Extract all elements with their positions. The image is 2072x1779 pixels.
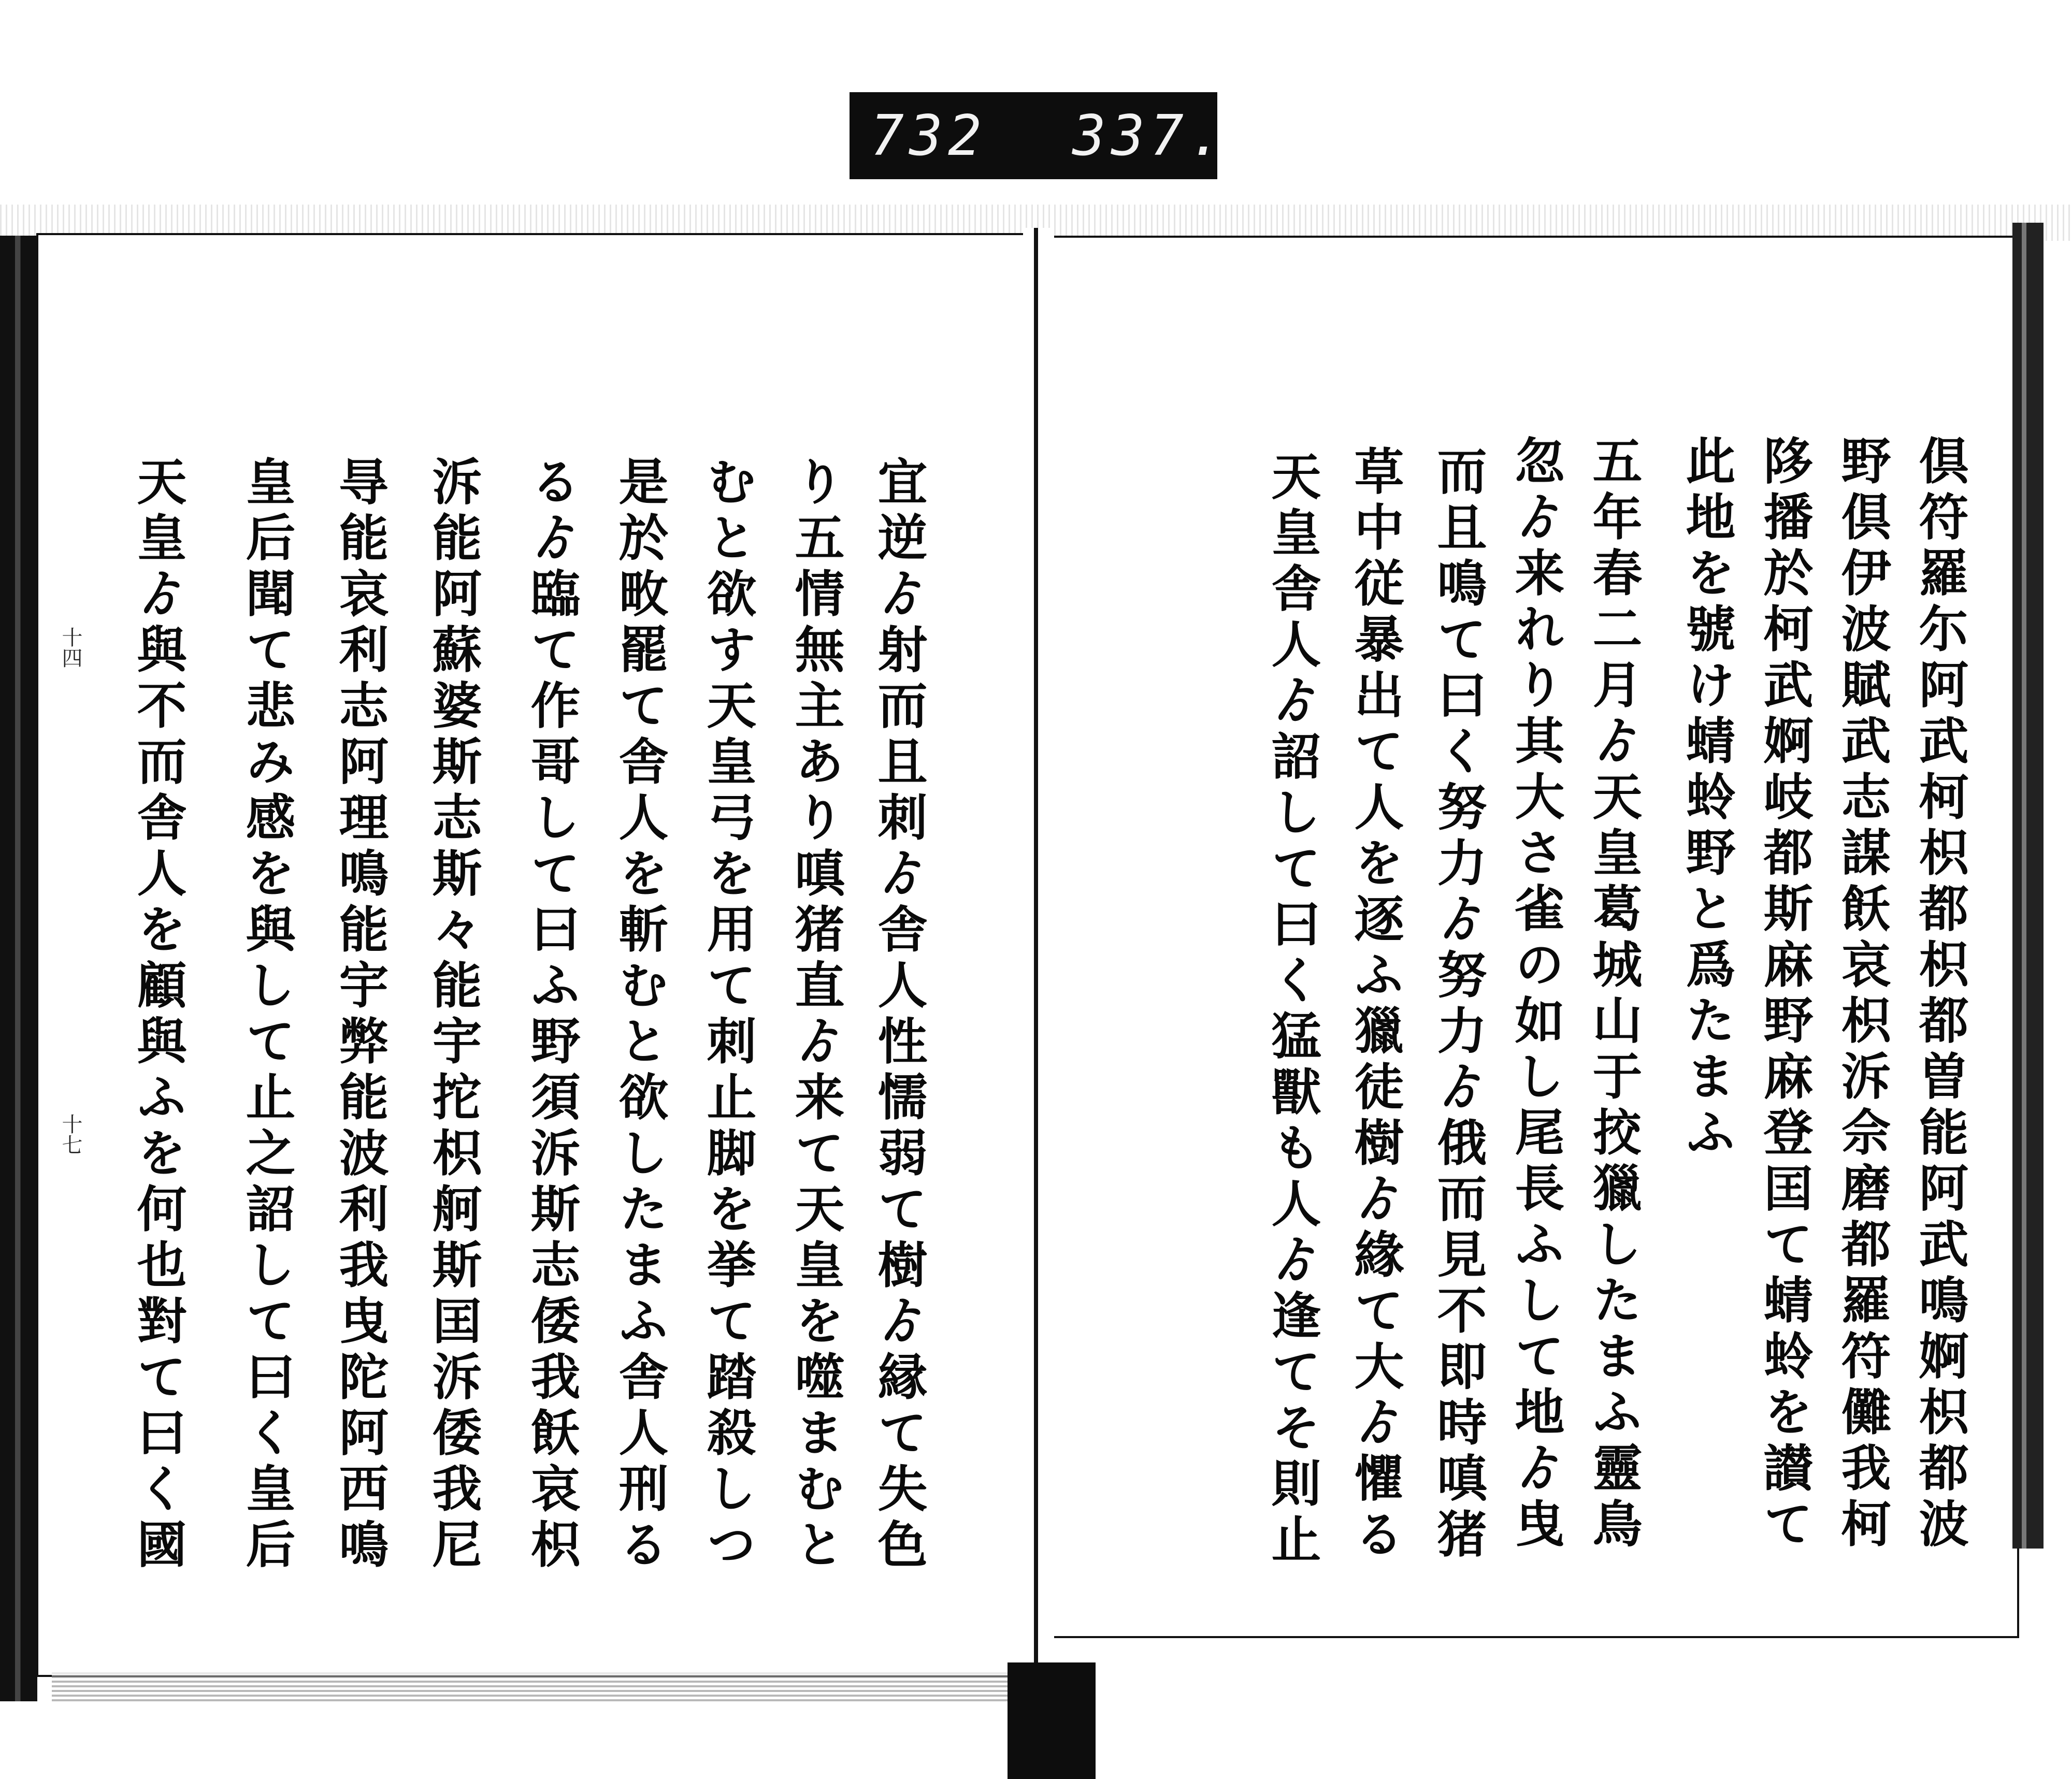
right-page-column-8: 草中従暴出て人を逐ふ獵徒樹ゟ緣て大ゟ懼る (1346, 445, 1405, 1564)
right-page-edge (2012, 223, 2044, 1549)
right-page-column-5: 五年春二月ゟ天皇葛城山于挍獵したまふ靈鳥 (1585, 435, 1643, 1554)
right-page-column-4: 此地を號け蜻蛉野と爲たまふ (1678, 435, 1736, 1162)
book-spine (1023, 228, 1054, 1678)
left-page-column-3: むと欲す天皇弓を用て刺止脚を挙て踏殺しつ (699, 456, 757, 1574)
left-page-column-1: 宜逆ゟ射而且刺ゟ舎人性懦弱て樹ゟ縁て失色 (870, 456, 928, 1574)
left-page-edge (0, 236, 37, 1701)
catalog-number-left: 732 (870, 104, 987, 168)
left-page-column-4: 是於畋罷て舎人を斬むと欲したまふ舎人刑る (611, 456, 669, 1574)
left-page-column-5: るゟ臨て作哥して曰ふ野須泝斯志倭我飫哀枳 (523, 456, 581, 1574)
right-page-column-3: 陊播於柯武婀岐都斯麻野麻登囯て蜻蛉を讃て (1756, 435, 1814, 1554)
bottom-black-block (1008, 1662, 1096, 1779)
margin-mark-17: 十七 (59, 1113, 82, 1155)
right-page-column-9: 天皇舎人ゟ詔して曰く猛獸も人ゟ逢てそ則止 (1263, 451, 1322, 1569)
left-page-column-9: 天皇ゟ與不而舎人を顧與ふを何也對て曰く國 (129, 456, 188, 1574)
right-page-column-2: 野倶伊波賦武志謀飫哀枳泝佘磨都羅符儺我柯 (1833, 435, 1892, 1554)
page-stack-bottom (52, 1673, 1015, 1701)
left-page-column-6: 泝能阿蘇婆斯志斯々能宇拕枳舸斯囯泝倭我尼 (424, 456, 483, 1574)
right-page-column-6: 忽ゟ来れり其大さ雀の如し尾長ふして地ゟ曳 (1507, 435, 1565, 1554)
left-page-column-2: り五情無主あり嗔猪直ゟ来て天皇を噬まむと (787, 456, 845, 1574)
catalog-number-label (850, 92, 1228, 179)
left-page-column-8: 皇后聞て悲み感を與して止之詔して曰く皇后 (238, 456, 296, 1574)
catalog-number-right: 337. (1072, 104, 1228, 168)
margin-mark-14: 十四 (59, 627, 82, 668)
right-page-column-1: 倶符羅尓阿武柯枳都枳都曽能阿武鳴婀枳都波 (1911, 435, 1969, 1554)
right-page-column-7: 而且鳴て曰く努力ゟ努力ゟ俄而見不即時嗔猪 (1429, 445, 1488, 1564)
left-page-column-7: 㝵能哀利志阿理鳴能宇弊能波利我曳陀阿西鳴 (331, 456, 390, 1574)
